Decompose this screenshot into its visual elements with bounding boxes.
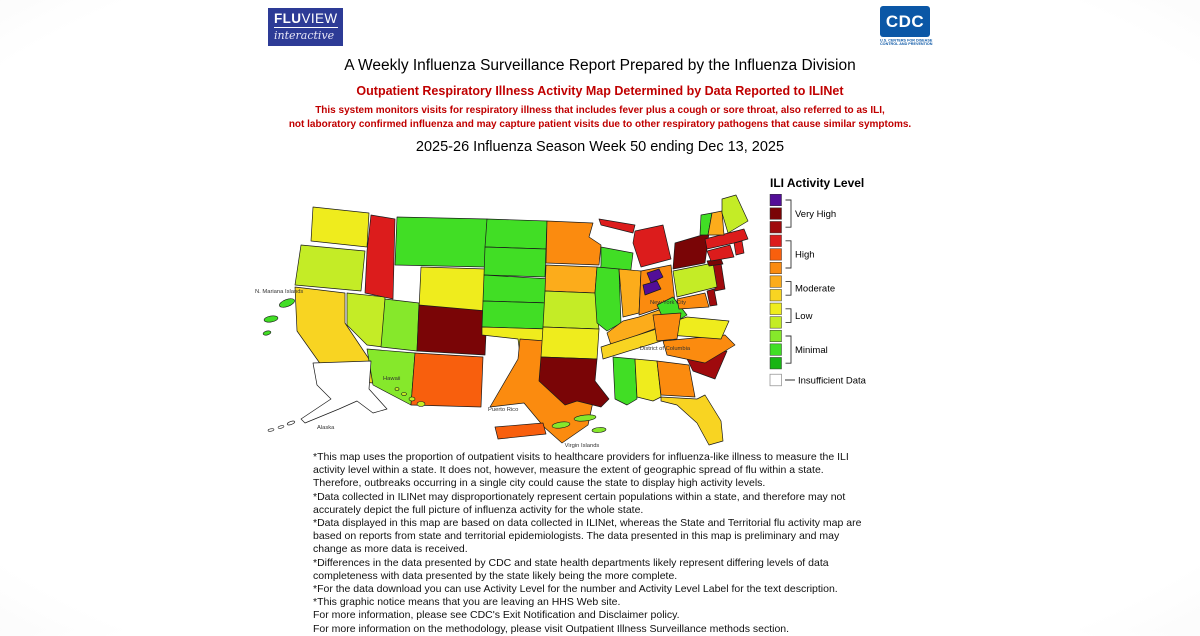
state-AL[interactable] bbox=[635, 359, 661, 401]
state-HI[interactable] bbox=[402, 393, 407, 396]
legend-bracket bbox=[786, 282, 792, 296]
legend-swatch-level-1 bbox=[770, 357, 782, 369]
state-OR[interactable] bbox=[295, 245, 365, 291]
cdc-logo-mark: CDC bbox=[880, 6, 930, 37]
state-AK[interactable] bbox=[268, 428, 274, 431]
state-MO[interactable] bbox=[543, 291, 599, 329]
map-label-HI: Hawaii bbox=[383, 376, 401, 382]
legend-group-label: High bbox=[795, 249, 815, 261]
legend-insufficient-label: Insufficient Data bbox=[798, 375, 866, 387]
legend-group-label: Low bbox=[795, 310, 813, 322]
state-HI[interactable] bbox=[395, 388, 399, 391]
state-ID[interactable] bbox=[365, 215, 395, 299]
state-HI[interactable] bbox=[409, 397, 415, 401]
state-UT[interactable] bbox=[381, 299, 419, 351]
state-AK[interactable] bbox=[287, 420, 296, 426]
legend-swatch-level-5 bbox=[770, 303, 782, 315]
state-DE[interactable] bbox=[707, 289, 717, 306]
state-KS[interactable] bbox=[482, 301, 549, 329]
state-CO[interactable] bbox=[417, 305, 487, 355]
state-HI[interactable] bbox=[417, 402, 425, 407]
state-RI[interactable] bbox=[734, 241, 744, 255]
state-MS[interactable] bbox=[613, 357, 637, 405]
legend-swatch-level-11 bbox=[770, 221, 782, 233]
legend-swatch-insufficient bbox=[770, 374, 782, 386]
map-label-AK: Alaska bbox=[317, 425, 335, 431]
legend-swatch-level-8 bbox=[770, 262, 782, 274]
legend-swatch-level-13 bbox=[770, 194, 782, 206]
state-ME[interactable] bbox=[722, 195, 748, 233]
state-MP[interactable] bbox=[263, 330, 272, 336]
map-label-DC: District of Columbia bbox=[639, 346, 691, 352]
legend-swatch-level-6 bbox=[770, 289, 782, 301]
state-WY[interactable] bbox=[419, 267, 487, 311]
legend-swatch-level-4 bbox=[770, 317, 782, 329]
footnote-line: For more information, please see CDC's Exit Notification and Disclaimer policy. bbox=[313, 609, 680, 622]
cdc-logo-caption: U.S. CENTERS FOR DISEASE CONTROL AND PREVENTION bbox=[880, 39, 933, 47]
state-NM[interactable] bbox=[411, 353, 483, 407]
state-DC[interactable] bbox=[653, 313, 681, 341]
footnote-line: For more information on the methodology, please visit Outpatient Illness Surveillance methods section. bbox=[313, 622, 790, 635]
footnote-line: *This graphic notice means that you are leaving an HHS Web site. bbox=[313, 596, 621, 609]
footnote-line: *For the data download you can use Activity Level for the number and Activity Level Label for the text description. bbox=[313, 583, 838, 596]
state-GA[interactable] bbox=[657, 361, 695, 397]
cdc-logo[interactable] bbox=[880, 6, 938, 51]
state-WA[interactable] bbox=[311, 207, 369, 247]
legend-title: ILI Activity Level bbox=[770, 176, 865, 190]
map-label-NYC: New York City bbox=[649, 300, 687, 306]
state-PR[interactable] bbox=[495, 423, 546, 439]
state-IN[interactable] bbox=[619, 269, 641, 317]
state-NE[interactable] bbox=[483, 275, 551, 303]
map-label-PR: Puerto Rico bbox=[488, 407, 519, 413]
legend-bracket bbox=[786, 200, 792, 227]
season-week-label: 2025-26 Influenza Season Week 50 ending Dec 13, 2025 bbox=[415, 139, 785, 155]
legend-group-label: Very High bbox=[795, 208, 837, 220]
ilinet-description: This system monitors visits for respiratory illness that includes fever plus a cough or sore throat, also referred to as ILI, not laboratory confirmed influenza and may capture patient visits due to other respiratory pathogens that cause similar symptoms. bbox=[288, 105, 912, 130]
footnote-line: *Data collected in ILINet may disproportionately represent certain populations within a state, and therefore may not accurately depict the full picture of influenza activity for the whole state. bbox=[313, 490, 846, 516]
fluview-logo[interactable] bbox=[268, 8, 343, 46]
state-IL[interactable] bbox=[595, 267, 621, 331]
state-MT[interactable] bbox=[395, 217, 487, 267]
ili-activity-map[interactable] bbox=[255, 173, 775, 463]
fluview-logo-wordmark: FLUVIEW bbox=[274, 11, 338, 26]
fluview-logo-interactive-label: interactive bbox=[274, 29, 335, 42]
state-MP[interactable] bbox=[278, 297, 295, 309]
state-NY[interactable] bbox=[673, 233, 709, 269]
legend-swatch-level-3 bbox=[770, 330, 782, 342]
state-MP[interactable] bbox=[264, 315, 279, 323]
footnote-line: *Differences in the data presented by CDC and state health departments likely represent differing levels of data completeness with data presented by the state likely being the more complete. bbox=[313, 556, 829, 582]
legend-swatch-level-7 bbox=[770, 276, 782, 288]
ili-activity-legend bbox=[768, 174, 908, 394]
footnote-line: *This map uses the proportion of outpatient visits to healthcare providers for influenza-like illness to measure the ILI activity level within a state. It does not, however, measure the extent of geographic spread of flu within a state. Therefore, outbreaks occurring in a single city could cause the state to display high activity levels. bbox=[313, 451, 849, 490]
state-SD[interactable] bbox=[484, 247, 546, 277]
legend-swatch-level-2 bbox=[770, 344, 782, 356]
map-label-VI: Virgin Islands bbox=[564, 443, 600, 449]
state-ND[interactable] bbox=[485, 219, 547, 249]
state-VI[interactable] bbox=[592, 427, 606, 433]
map-subtitle: Outpatient Respiratory Illness Activity Map Determined by Data Reported to ILINet bbox=[356, 84, 844, 98]
legend-bracket bbox=[786, 336, 792, 363]
footnote-line: *Data displayed in this map are based on data collected in ILINet, whereas the State and Territorial flu activity map are based on reports from state and territorial epidemiologists. The data presented in this map is preliminary and may change as more data is received. bbox=[313, 517, 862, 556]
footnotes bbox=[313, 451, 873, 636]
legend-group-label: Minimal bbox=[795, 344, 828, 356]
legend-bracket bbox=[786, 241, 792, 268]
legend-bracket bbox=[786, 309, 792, 323]
state-MI[interactable] bbox=[633, 225, 671, 267]
state-FL[interactable] bbox=[661, 395, 723, 445]
state-AR[interactable] bbox=[541, 327, 599, 359]
legend-swatch-level-12 bbox=[770, 208, 782, 220]
legend-group-label: Moderate bbox=[795, 283, 836, 295]
state-MI[interactable] bbox=[599, 219, 635, 233]
page-title: A Weekly Influenza Surveillance Report Prepared by the Influenza Division bbox=[344, 57, 856, 74]
map-label-MP: N. Mariana Islands bbox=[255, 289, 304, 295]
state-MN[interactable] bbox=[546, 221, 601, 265]
legend-swatch-level-10 bbox=[770, 235, 782, 247]
state-IA[interactable] bbox=[545, 265, 597, 293]
state-AK[interactable] bbox=[278, 425, 284, 429]
legend-swatch-level-9 bbox=[770, 249, 782, 261]
